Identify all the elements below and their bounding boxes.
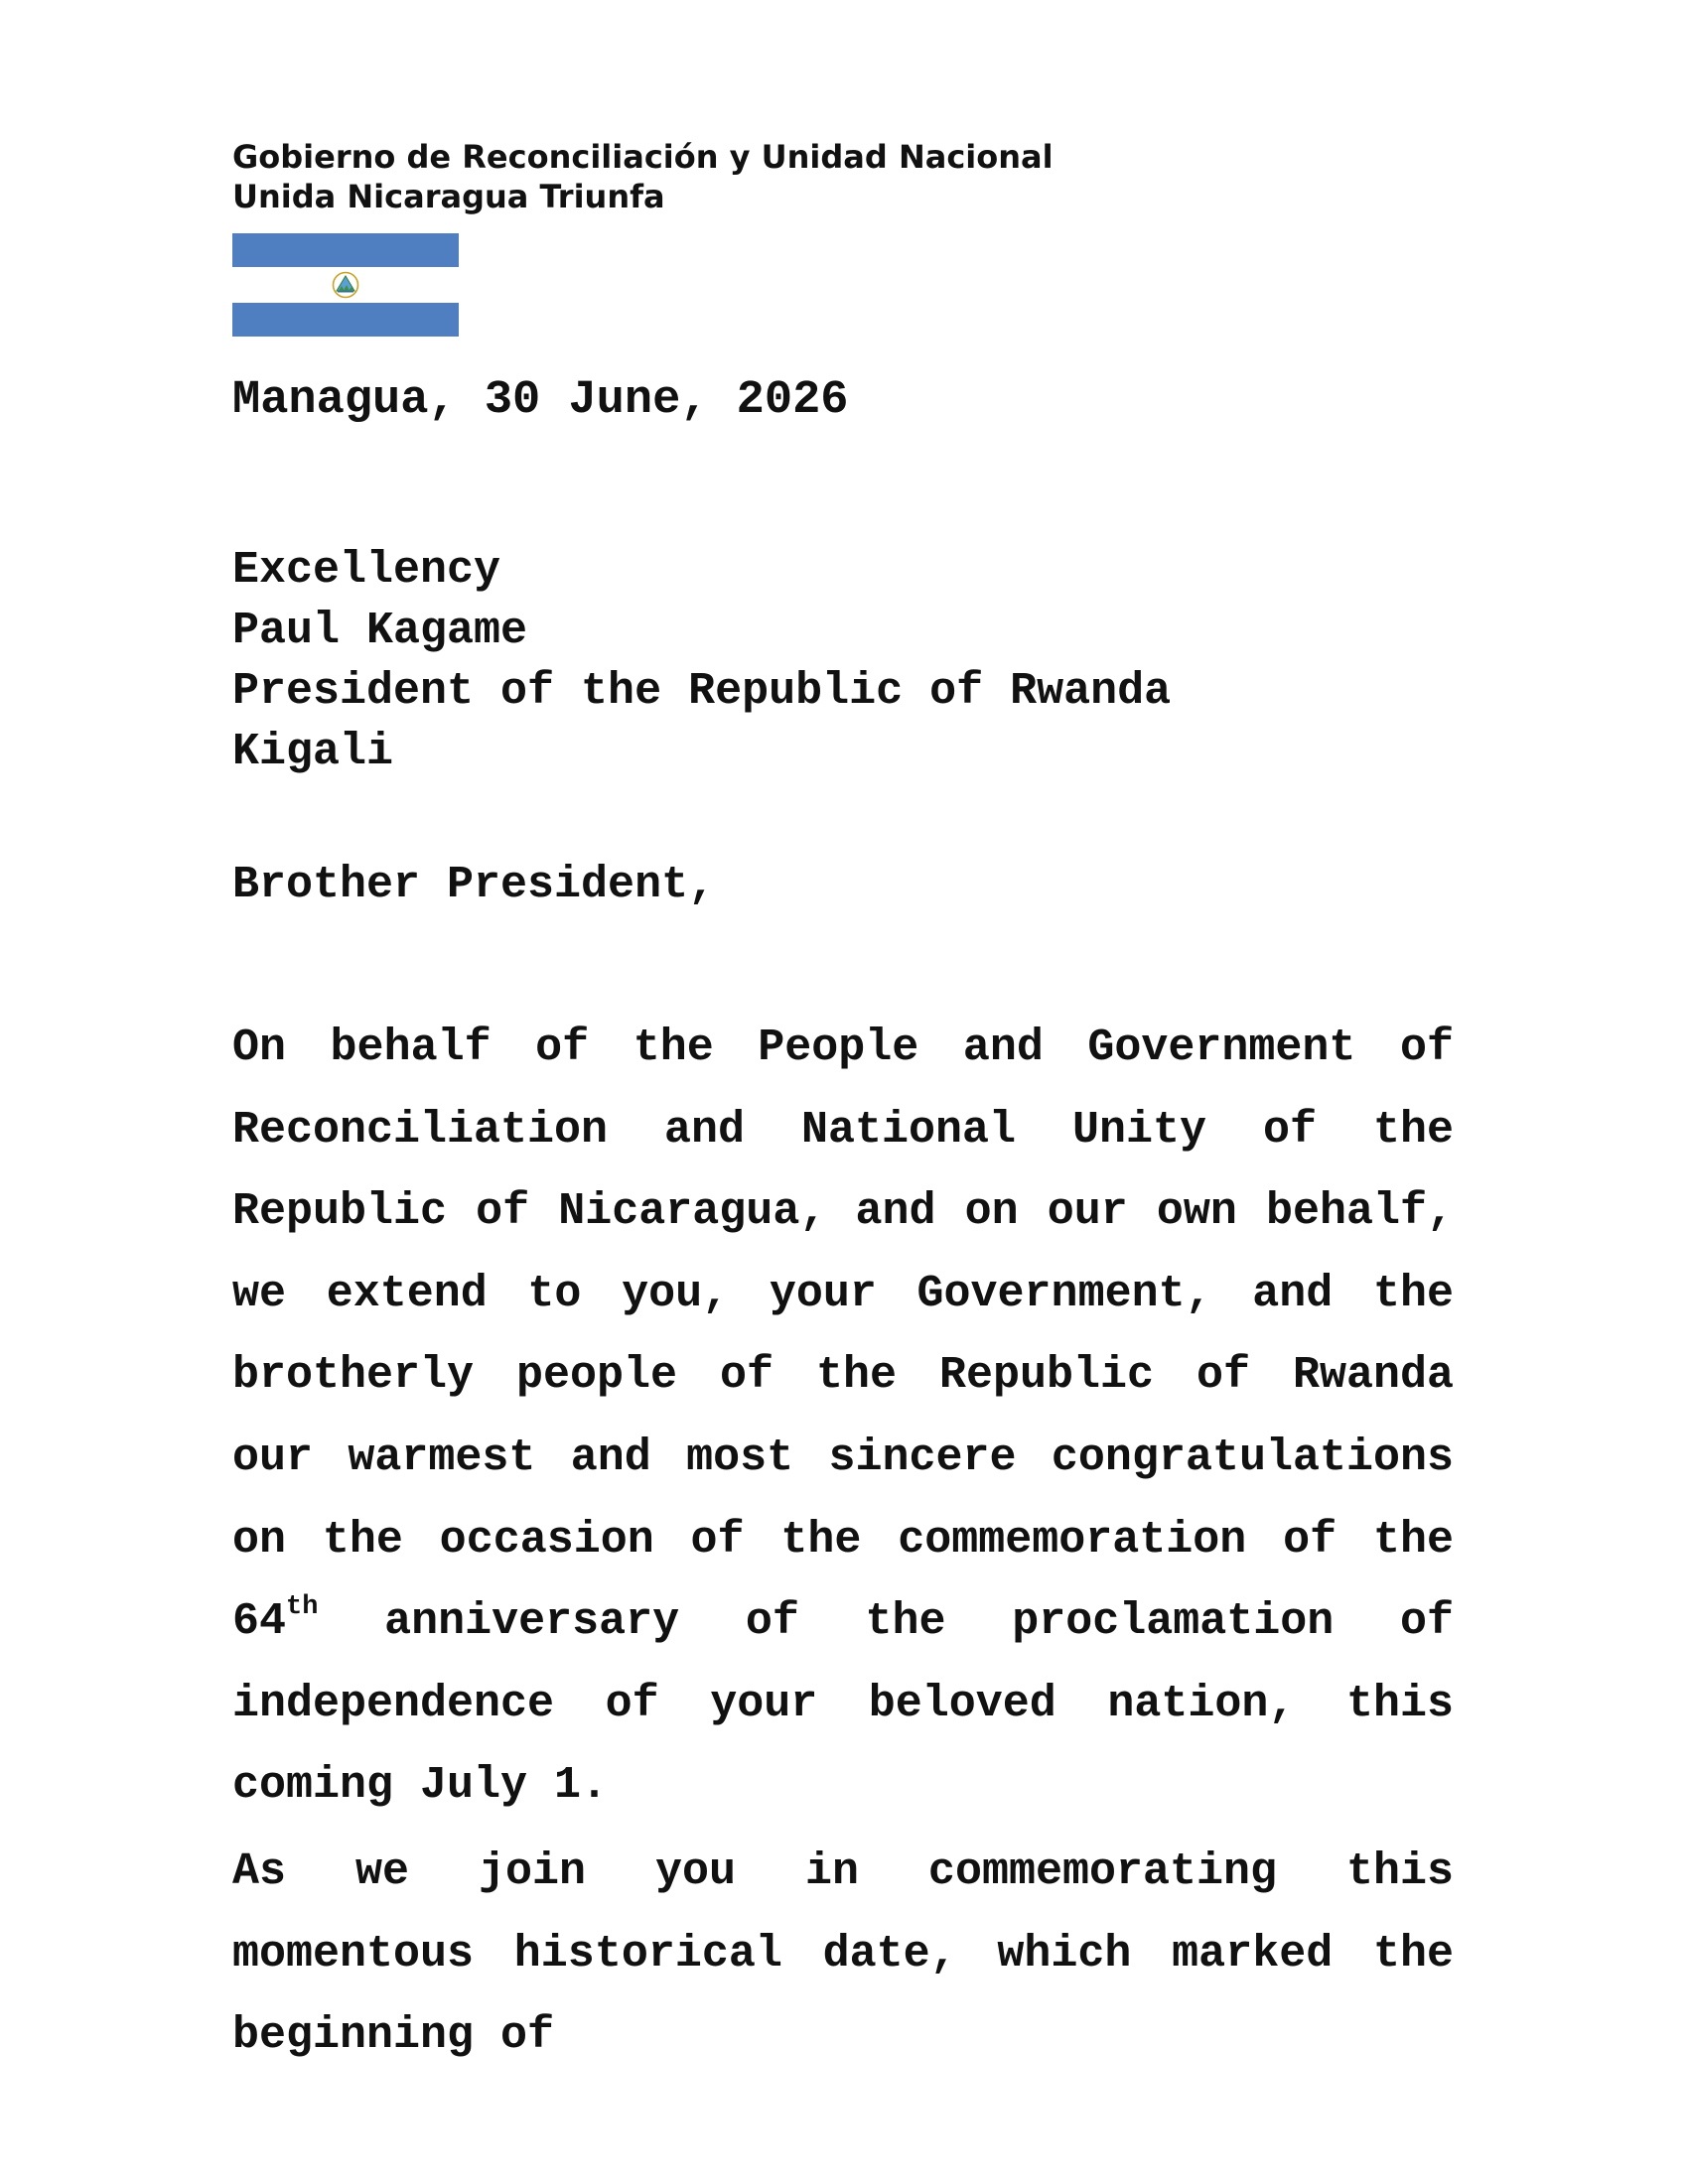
body-paragraph-2: As we join you in commemorating this momentous historical date, which marked the beginning of (232, 1846, 1454, 2062)
ordinal-suffix: th (286, 1592, 319, 1623)
paragraph-1-text-end: anniversary of the proclamation of independence of your beloved nation, this coming July 1. (232, 1596, 1454, 1812)
flag-band-top (232, 233, 459, 267)
addressee-city: Kigali (232, 727, 394, 777)
letterhead-government-name: Gobierno de Reconciliación y Unidad Nacional (232, 138, 1054, 176)
date-line: Managua, 30 June, 2026 (232, 374, 849, 427)
paragraph-1-text-start: On behalf of the People and Government of Reconciliation and National Unity of the Republic of Nicaragua, and on our own behalf, we extend to you, your Government, and the brotherly people of the Republic of Rwanda our warmest and most sincere congratulations on the occasion of the commemoration of the 64 (232, 1023, 1454, 1648)
flag-band-bottom (232, 303, 459, 337)
salutation: Brother President, (232, 860, 716, 910)
nicaragua-flag-icon (232, 233, 459, 337)
letterhead (232, 137, 1054, 216)
body-paragraph-1 (232, 1008, 1454, 1828)
addressee-title: Excellency (232, 545, 501, 596)
letterhead-slogan: Unida Nicaragua Triunfa (232, 178, 665, 215)
addressee-block (232, 540, 1171, 782)
coat-of-arms-icon (330, 271, 361, 299)
addressee-name: Paul Kagame (232, 606, 528, 656)
addressee-position: President of the Republic of Rwanda (232, 666, 1172, 717)
